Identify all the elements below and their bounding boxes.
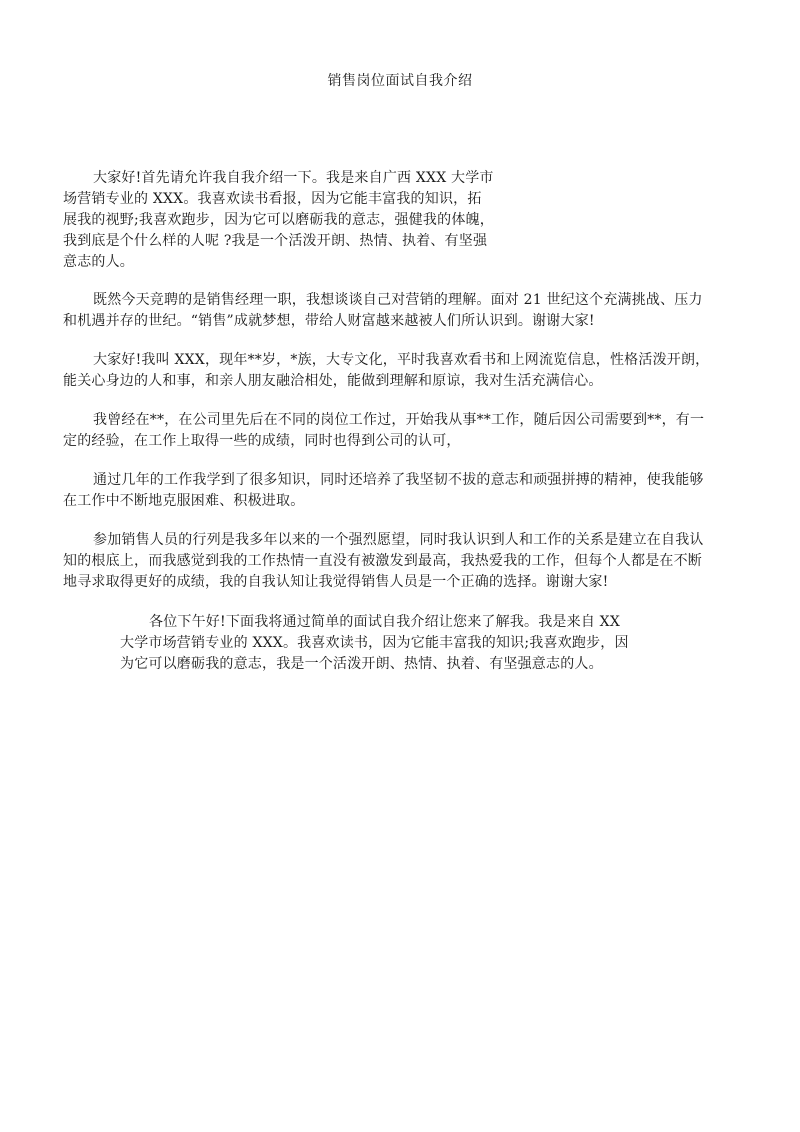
paragraph-line: 定的经验，在工作上取得一些的成绩，同时也得到公司的认可， — [63, 433, 461, 449]
paragraph-line: 大学市场营销专业的 XXX。我喜欢读书，因为它能丰富我的知识;我喜欢跑步，因 — [120, 635, 629, 651]
paragraph-line: 在工作中不断地克服困难、积极进取。 — [63, 493, 305, 509]
document-title: 销售岗位面试自我介绍 — [327, 73, 473, 89]
paragraph-line: 我曾经在**，在公司里先后在不同的岗位工作过，开始我从事**工作，随后因公司需要到**，有一 — [93, 412, 705, 428]
paragraph-line: 地寻求取得更好的成绩，我的自我认知让我觉得销售人员是一个正确的选择。谢谢大家! — [63, 574, 609, 590]
paragraph-line: 知的根底上，而我感觉到我的工作热情一直没有被激发到最高，我热爱我的工作，但每个人都是在不断 — [63, 553, 702, 569]
paragraph-line: 场营销专业的 XXX。我喜欢读书看报，因为它能丰富我的知识，拓 — [63, 191, 482, 207]
paragraph-line: 通过几年的工作我学到了很多知识，同时还培养了我坚韧不拔的意志和顽强拼搏的精神，使我能够 — [93, 472, 704, 488]
paragraph-line: 我到底是个什么样的人呢 ?我是一个活泼开朗、热情、执着、有坚强 — [63, 233, 488, 249]
paragraph-line: 能关心身边的人和事，和亲人朋友融洽相处，能做到理解和原谅，我对生活充满信心。 — [63, 373, 603, 389]
paragraph-line: 展我的视野;我喜欢跑步，因为它可以磨砺我的意志，强健我的体魄， — [63, 212, 494, 228]
paragraph-line: 大家好!首先请允许我自我介绍一下。我是来自广西 XXX 大学市 — [93, 170, 494, 186]
paragraph-line: 既然今天竞聘的是销售经理一职，我想谈谈自己对营销的理解。面对 21 世纪这个充满挑战、压力 — [93, 292, 703, 308]
paragraph-line: 参加销售人员的行列是我多年以来的一个强烈愿望，同时我认识到人和工作的关系是建立在自我认 — [93, 532, 704, 548]
paragraph-line: 大家好!我叫 XXX，现年**岁，*族，大专文化，平时我喜欢看书和上网流览信息，性格活泼开朗， — [93, 352, 710, 368]
paragraph-line: 各位下午好!下面我将通过简单的面试自我介绍让您来了解我。我是来自 XX — [149, 614, 621, 630]
paragraph-line: 为它可以磨砺我的意志，我是一个活泼开朗、热情、执着、有坚强意志的人。 — [120, 656, 603, 672]
paragraph-line: 意志的人。 — [63, 254, 134, 270]
paragraph-line: 和机遇并存的世纪。“销售”成就梦想，带给人财富越来越被人们所认识到。谢谢大家! — [63, 313, 595, 329]
